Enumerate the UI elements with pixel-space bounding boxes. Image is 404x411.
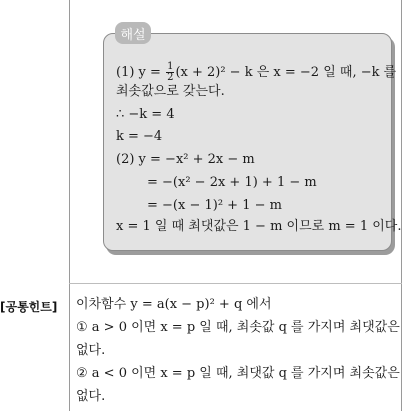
right-rule: [401, 0, 402, 411]
fraction-denominator: 2: [167, 72, 174, 83]
solution-line-4: k = −4: [116, 129, 163, 144]
fraction-numerator: 1: [167, 61, 174, 72]
solution-line-2: 최솟값으로 갖는다.: [116, 84, 225, 99]
solution-badge: 해설: [115, 22, 151, 44]
solution-line-1: [116, 62, 396, 83]
hint-line-3: 없다.: [76, 343, 106, 358]
hint-line-5: 없다.: [76, 389, 106, 404]
hint-label: [공통힌트]: [0, 300, 58, 314]
solution-line-5: (2) y = −x² + 2x − m: [116, 152, 255, 167]
solution-line-1b: (x + 2)² − k 은 x = −2 일 때, −k 를: [175, 65, 397, 80]
hint-line-2: ① a > 0 이면 x = p 일 때, 최솟값 q 를 가지며 최댓값은: [76, 320, 400, 335]
solution-line-8: x = 1 일 때 최댓값은 1 − m 이므로 m = 1 이다.: [116, 219, 402, 234]
solution-line-1a: (1) y =: [116, 65, 166, 80]
hint-line-4: ② a < 0 이면 x = p 일 때, 최댓값 q 를 가지며 최솟값은: [76, 366, 400, 381]
solution-line-3: ∴ −k = 4: [116, 107, 175, 122]
hint-line-1: 이차함수 y = a(x − p)² + q 에서: [76, 297, 272, 312]
section-divider: [69, 283, 402, 284]
fraction-one-half: [166, 62, 174, 83]
left-rule: [69, 0, 70, 411]
solution-line-7: = −(x − 1)² + 1 − m: [147, 198, 282, 213]
solution-line-6: = −(x² − 2x + 1) + 1 − m: [147, 175, 317, 190]
